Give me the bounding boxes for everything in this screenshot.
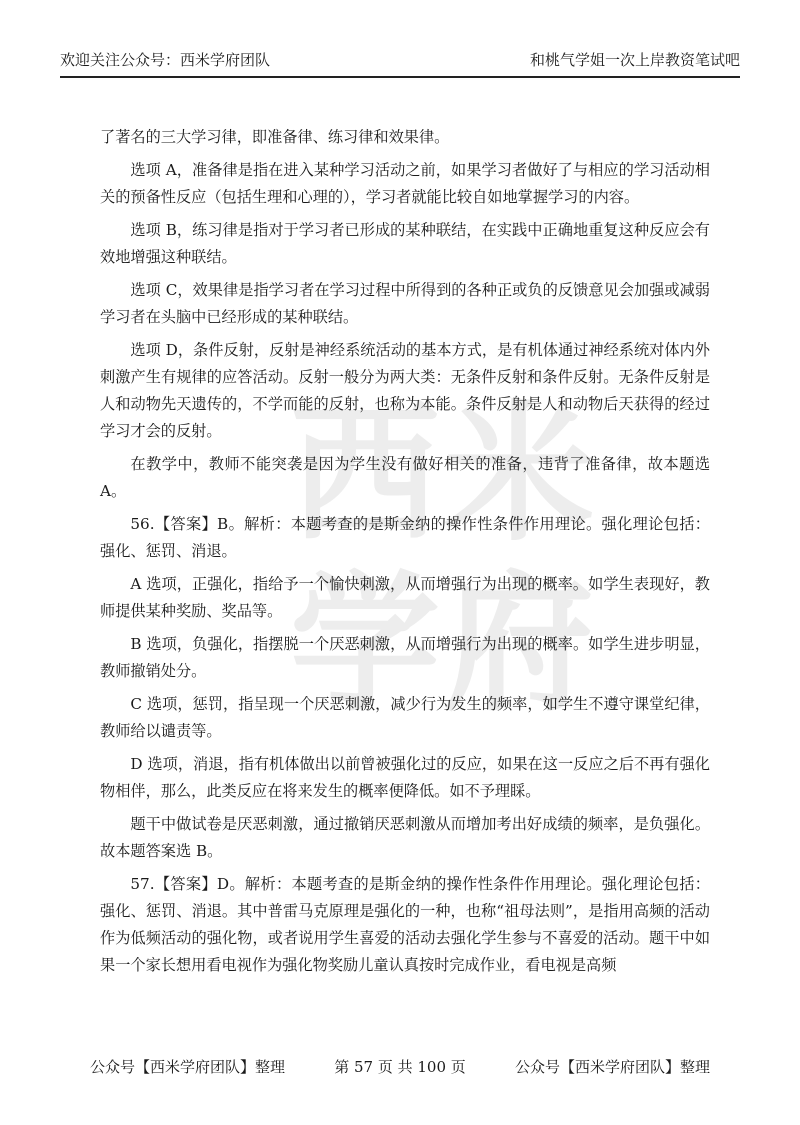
page-body [100,124,710,985]
page-number: 第 57 页 共 100 页 [334,1058,466,1076]
paragraph: C 选项，惩罚，指呈现一个厌恶刺激，减少行为发生的频率，如学生不遵守课堂纪律，教师给以谴责等。 [100,695,710,740]
paragraph: 选项 B，练习律是指对于学习者已形成的某种联结，在实践中正确地重复这种反应会有效地增强这种联结。 [100,221,710,266]
paragraph: 选项 D，条件反射，反射是神经系统活动的基本方式，是有机体通过神经系统对体内外刺激产生有规律的应答活动。反射一般分为两大类：无条件反射和条件反射。无条件反射是人和动物先天遗传的，不学而能的反射，也称为本能。条件反射是人和动物后天获得的经过学习才会的反射。 [100,341,710,440]
paragraph: D 选项，消退，指有机体做出以前曾被强化过的反应，如果在这一反应之后不再有强化物相伴，那么，此类反应在将来发生的概率便降低。如不予理睬。 [100,755,710,800]
watermark-char: 学 [290,558,445,732]
paragraph: 在教学中，教师不能突袭是因为学生没有做好相关的准备，违背了准备律，故本题选 A。 [100,455,710,500]
watermark-char: 西 [290,388,445,562]
page-footer [90,1056,710,1077]
paragraph: A 选项，正强化，指给予一个愉快刺激，从而增强行为出现的概率。如学生表现好，教师提供某种奖励、奖品等。 [100,575,710,620]
paragraph: 题干中做试卷是厌恶刺激，通过撤销厌恶刺激从而增加考出好成绩的频率，是负强化。故本题答案选 B。 [100,815,710,860]
watermark-char: 府 [444,558,599,732]
paragraph: 选项 C，效果律是指学习者在学习过程中所得到的各种正或负的反馈意见会加强或减弱学习者在头脑中已经形成的某种联结。 [100,281,710,326]
paragraph: B 选项，负强化，指摆脱一个厌恶刺激，从而增强行为出现的概率。如学生进步明显，教师撤销处分。 [100,635,710,680]
paragraph: 57.【答案】D。解析：本题考查的是斯金纳的操作性条件作用理论。强化理论包括：强化、惩罚、消退。其中普雷马克原理是强化的一种，也称“祖母法则”，是指用高频的活动作为低频活动的强化物，或者说用学生喜爱的活动去强化学生参与不喜爱的活动。题干中如果一个家长想用看电视作为强化物奖励儿童认真按时完成作业，看电视是高频 [100,875,710,974]
paragraph: 选项 A，准备律是指在进入某种学习活动之前，如果学习者做好了与相应的学习活动相关的预备性反应（包括生理和心理的），学习者就能比较自如地掌握学习的内容。 [100,161,710,206]
watermark-char: 米 [444,388,599,562]
page-header [60,44,740,78]
header-right-text: 和桃气学姐一次上岸教资笔试吧 [529,51,740,69]
footer-left-text: 公众号【西米学府团队】整理 [90,1058,286,1076]
paragraph: 了著名的三大学习律，即准备律、练习律和效果律。 [100,128,450,146]
footer-right-text: 公众号【西米学府团队】整理 [514,1058,710,1076]
paragraph: 56.【答案】B。解析：本题考查的是斯金纳的操作性条件作用理论。强化理论包括：强化、惩罚、消退。 [100,515,710,560]
header-left-text: 欢迎关注公众号：西米学府团队 [60,51,271,69]
